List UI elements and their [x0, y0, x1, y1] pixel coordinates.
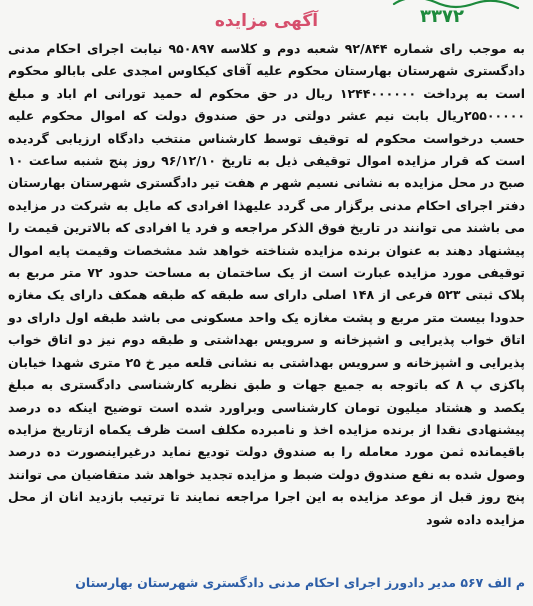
notice-title: آگهی مزایده [214, 11, 319, 31]
notice-body: به موجب رای شماره ۹۲/۸۴۴ شعبه دوم و کلاسه ۹۵۰۸۹۷ نیابت اجرای احکام مدنی دادگستری شهرستان بهارستان محکوم علیه آقای کیکاوس امجدی علی بابالو محکوم است به پرداخت ۱۲۴۴۰۰۰۰۰۰ ریال در حق محکوم له حمید تورانی ام اباد و مبلغ ۲۵۵۰۰۰۰۰ریال بابت نیم عشر دولتی در حق صندوق دولت که اموال محکوم علیه حسب درخواست محکوم له توقیف توسط کارشناس منتخب دادگاه ارزیابی گردیده است که قرار مزایده اموال توقیفی ذیل به تاریخ ۹۶/۱۲/۱۰ روز پنج شنبه ساعت ۱۰ صبح در محل مزایده به نشانی نسیم شهر م هفت تیر دادگستری شهرستان بهارستان دفتر اجرای احکام مدنی برگزار می گردد علیهذا افرادی که مایل به شرکت در مزایده می باشند می توانند در تاریخ فوق الذکر مراجعه و فرد یا افرادی که بالاترین قیمت را پیشنهاد دهند به عنوان برنده مزایده شناخته خواهد شد مشخصات وقیمت پایه اموال توقیفی مورد مزایده عبارت است از یک ساختمان به مساحت حدود ۷۲ متر مربع به پلاک ثبتی ۵۲۳ فرعی از ۱۴۸ اصلی دارای سه طبقه که طبقه همکف دارای یک مغازه حدودا بیست متر مربع و پشت مغازه یک واحد مسکونی می باشد طبقه اول دارای دو اتاق خواب پذیرایی و اشپزخانه و سرویس بهداشتی و طبقه دوم نیز دو اتاق خواب پذیرایی و اشپزخانه و سرویس بهداشتی به نشانی قلعه میر خ ۲۵ متری شهدا خیابان پاکزی پ ۸ که باتوجه به جمیع جهات و طبق نظریه کارشناسی دادگستری به مبلغ یکصد و هشتاد میلیون تومان کارشناسی وبراورد شده است توضیح اینکه ده درصد پیشنهادی نقدا از برنده مزایده اخذ و نامبرده مکلف است ظرف یکماه ازتاریخ مزایده باقیمانده ثمن مورد معامله را به صندوق دولت تودیع نماید درغیراینصورت ده درصد وصول شده به نفع صندوق دولت ضبط و مزایده تجدید خواهد شد متقاضیان می توانند پنج روز قبل از موعد مزایده به این اجرا مراجعه نمایند تا ترتیب بازدید انان از محل مزایده داده شود [8, 41, 526, 527]
notice-signature: م الف ۵۶۷ مدیر دادورز اجرای احکام مدنی دادگستری شهرستان بهارستان [75, 575, 525, 590]
handwritten-mark-text: ۳۳۷۲ [420, 6, 464, 27]
